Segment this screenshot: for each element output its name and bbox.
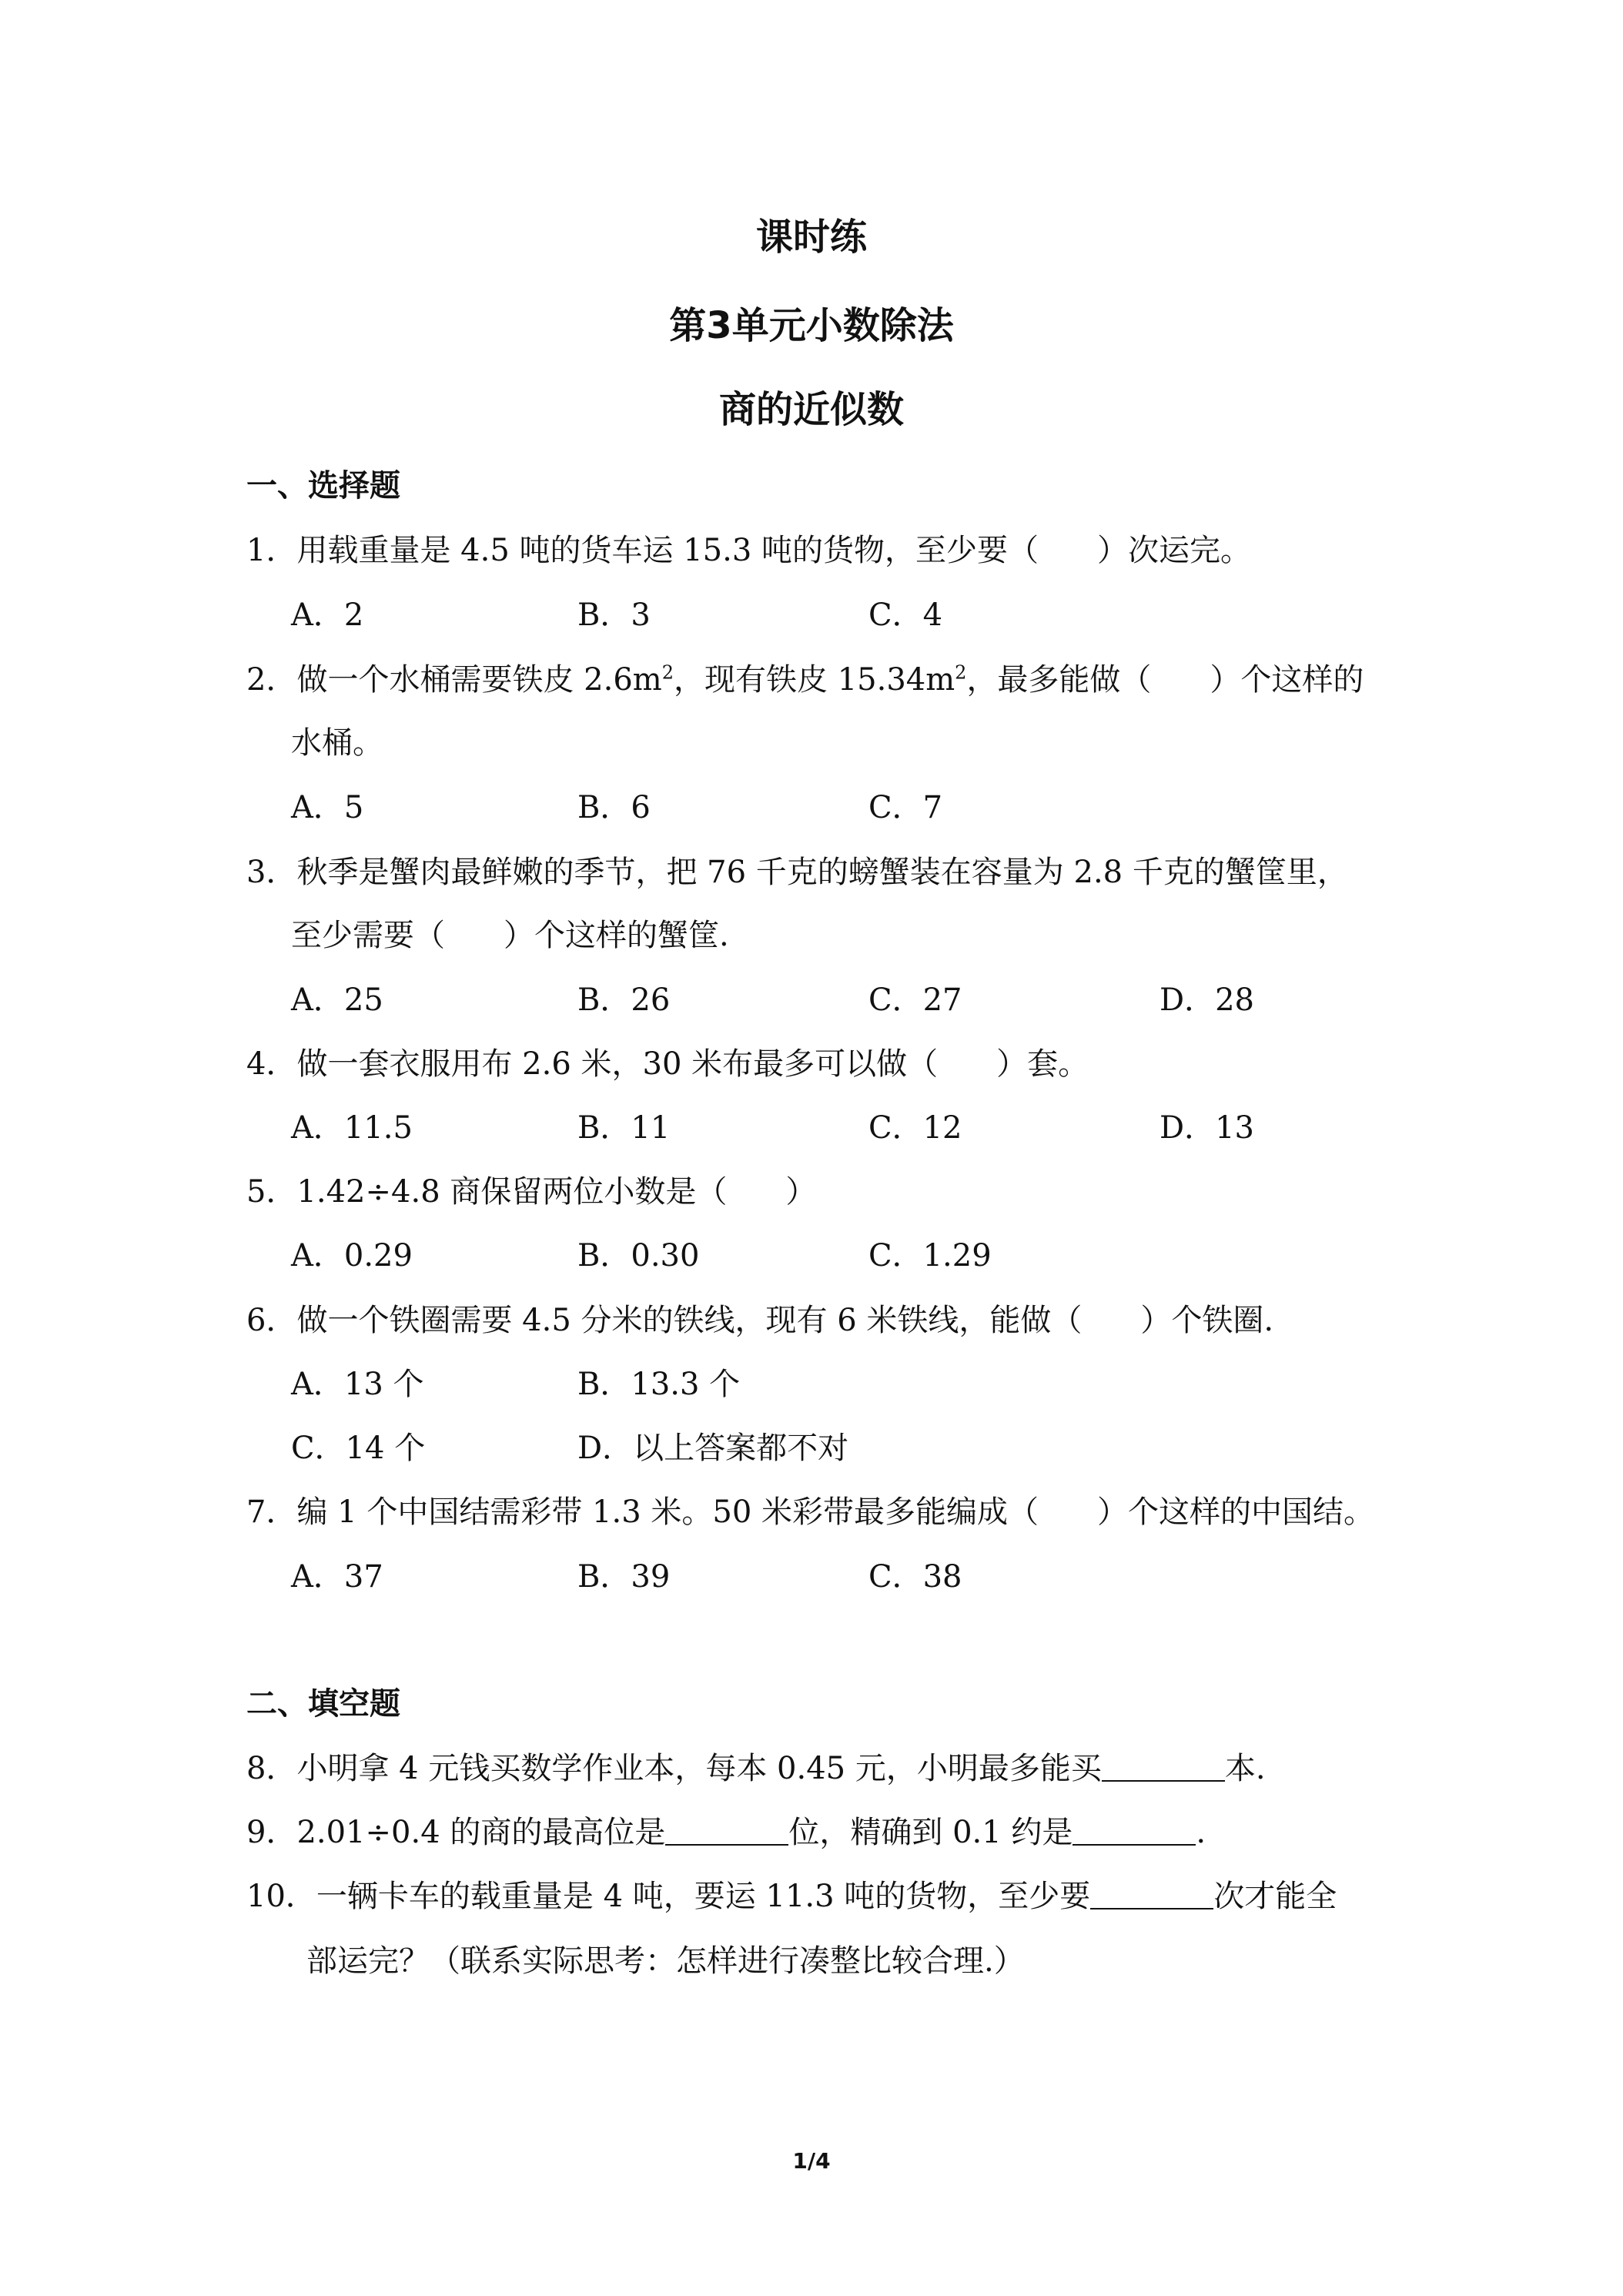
option-b: B．11 — [577, 1110, 671, 1146]
section-heading-choice: 一、选择题 — [246, 468, 400, 504]
question-4: 4．做一套衣服用布 2.6 米，30 米布最多可以做（ ）套。 — [246, 1046, 1089, 1082]
option-b: B．3 — [577, 597, 651, 633]
page-number: 1/4 — [792, 2148, 831, 2174]
option-a: A．13 个 — [291, 1367, 424, 1402]
option-a: A．5 — [291, 790, 364, 825]
option-c: C．14 个 — [291, 1431, 426, 1466]
answer-blank[interactable] — [1073, 1815, 1196, 1846]
question-10-continuation: 部运完？（联系实际思考：怎样进行凑整比较合理.） — [306, 1943, 1025, 1979]
question-10: 10．一辆卡车的载重量是 4 吨，要运 11.3 吨的货物，至少要 次才能全 — [246, 1879, 1337, 1914]
unit-title: 第3单元小数除法 — [669, 304, 954, 347]
option-a: A．0.29 — [291, 1238, 413, 1274]
answer-blank[interactable] — [1090, 1879, 1213, 1909]
answer-blank[interactable] — [665, 1815, 788, 1846]
option-d: D．13 — [1160, 1110, 1254, 1146]
question-8: 8．小明拿 4 元钱买数学作业本，每本 0.45 元，小明最多能买 本. — [246, 1751, 1266, 1786]
option-a: A．11.5 — [291, 1110, 413, 1146]
question-2: 2．做一个水桶需要铁皮 $2.6m^2$，现有铁皮 $15.34m^2$，最多能做（ ）个这样的 — [246, 661, 1364, 698]
option-b: B．26 — [577, 982, 671, 1018]
option-d: D．28 — [1160, 982, 1254, 1018]
question-5: 5．1.42÷4.8 商保留两位小数是（ ） — [246, 1174, 817, 1210]
option-b: B．13.3 个 — [577, 1367, 741, 1402]
option-c: C．12 — [868, 1110, 962, 1146]
question-3: 3．秋季是蟹肉最鲜嫩的季节，把 76 千克的螃蟹装在容量为 2.8 千克的蟹筐里， — [246, 855, 1348, 890]
option-b: B．0.30 — [577, 1238, 700, 1274]
option-c: C．1.29 — [868, 1238, 992, 1274]
question-3-continuation: 至少需要（ ）个这样的蟹筐. — [291, 918, 729, 953]
option-b: B．39 — [577, 1559, 671, 1595]
option-c: C．38 — [868, 1559, 962, 1595]
option-b: B．6 — [577, 790, 651, 825]
question-9: 9．2.01÷0.4 的商的最高位是 位，精确到 0.1 约是 . — [246, 1815, 1206, 1850]
option-a: A．2 — [291, 597, 364, 633]
page-title: 课时练 — [755, 216, 867, 259]
question-6: 6．做一个铁圈需要 4.5 分米的铁线，现有 6 米铁线，能做（ ）个铁圈. — [246, 1303, 1274, 1338]
question-1: 1．用载重量是 4.5 吨的货车运 15.3 吨的货物，至少要（ ）次运完。 — [246, 533, 1251, 568]
option-c: C．7 — [868, 790, 943, 825]
option-d: D．以上答案都不对 — [577, 1431, 849, 1466]
option-c: C．4 — [868, 597, 943, 633]
answer-blank[interactable] — [1102, 1751, 1225, 1782]
option-c: C．27 — [868, 982, 962, 1018]
question-7: 7．编 1 个中国结需彩带 1.3 米。50 米彩带最多能编成（ ）个这样的中国结。 — [246, 1494, 1374, 1530]
option-a: A．25 — [291, 982, 383, 1018]
option-a: A．37 — [291, 1559, 383, 1595]
lesson-title: 商的近似数 — [718, 388, 904, 431]
section-heading-fill: 二、填空题 — [246, 1686, 400, 1722]
question-2-continuation: 水桶。 — [291, 725, 383, 761]
